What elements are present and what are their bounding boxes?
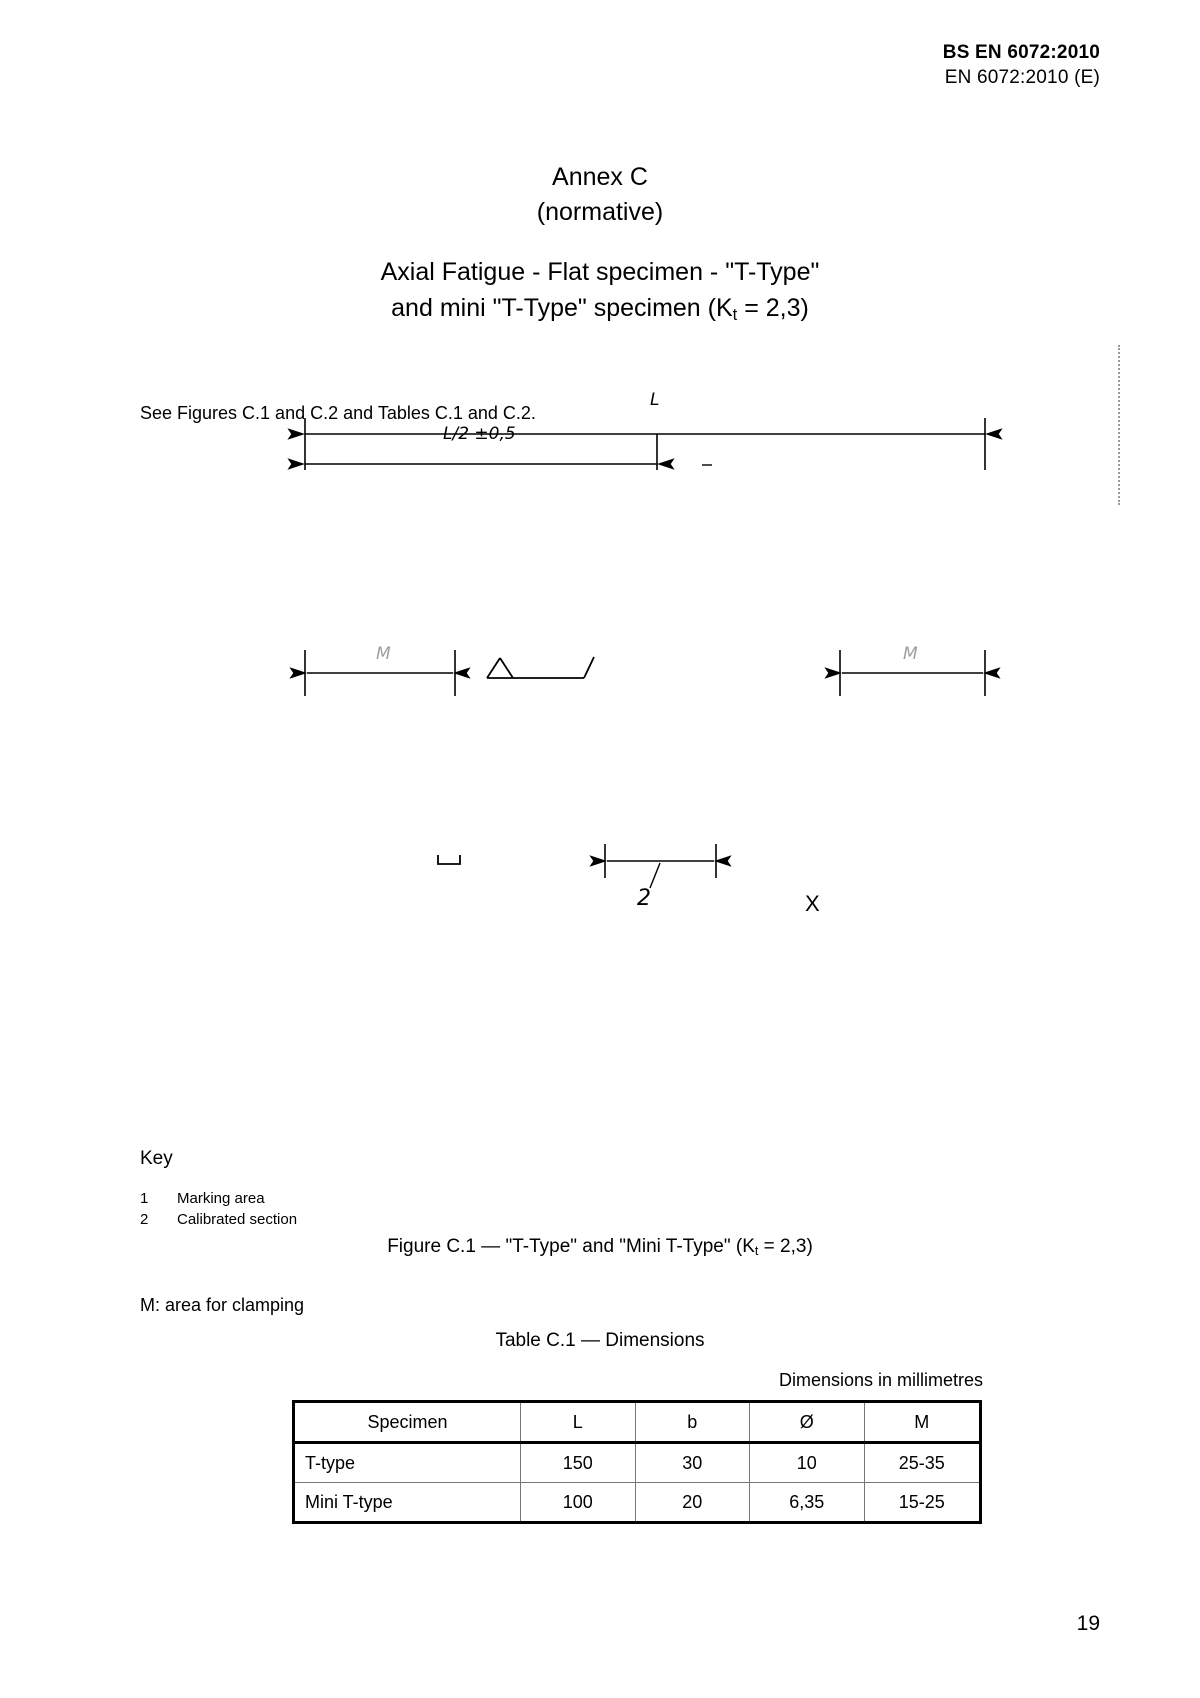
dimensions-unit-note: Dimensions in millimetres (778, 1370, 983, 1390)
annex-label: Annex C (552, 163, 648, 191)
key-item-1-label: Marking area (177, 1190, 265, 1207)
dimension-label-left-clamping: M (376, 644, 391, 664)
key-item-2-label: Calibrated section (177, 1211, 298, 1229)
surface-finish-symbol (487, 657, 594, 678)
cell-width-mini-t-type: 20 (635, 1483, 749, 1523)
cell-length-mini-t-type: 100 (521, 1483, 636, 1523)
cell-specimen-mini-t-type: Mini T-type (294, 1483, 521, 1523)
dimensions-table-container (292, 1400, 982, 1524)
cell-clamping-mini-t-type: 15-25 (864, 1483, 981, 1523)
dimension-label-total-length: L (650, 390, 660, 410)
column-header-clamping: M (864, 1402, 981, 1443)
key-list (140, 1188, 297, 1231)
callout-label-calibrated-section: 2 (637, 886, 651, 911)
annex-subtitle-line2 (0, 291, 1200, 328)
table-row (294, 1483, 981, 1523)
figure-caption (0, 1236, 1200, 1258)
cell-specimen-t-type: T-type (294, 1443, 521, 1483)
clamping-area-note: M: area for clamping (140, 1295, 305, 1315)
document-header (943, 40, 1100, 90)
dimension-label-half-length: L/2 ±0,5 (443, 424, 516, 444)
column-header-width: b (635, 1402, 749, 1443)
dimensions-table (292, 1400, 982, 1524)
standard-number-bs: BS EN 6072:2010 (942, 42, 1100, 63)
figure-caption-pre: Figure C.1 — "T-Type" and "Mini T-Type" (K (387, 1236, 755, 1257)
figure-caption-kt-subscript: t (754, 1244, 759, 1259)
dimension-overall-length (305, 418, 985, 470)
cell-diameter-mini-t-type: 6,35 (749, 1483, 864, 1523)
column-header-length: L (521, 1402, 636, 1443)
figure-caption-post: = 2,3) (758, 1236, 813, 1257)
detail-view-marker-x: X (805, 891, 820, 916)
table-caption: Table C.1 — Dimensions (495, 1330, 705, 1351)
column-header-specimen: Specimen (294, 1402, 521, 1443)
annex-title-block (0, 160, 1200, 229)
see-figures-text: See Figures C.1 and C.2 and Tables C.1 and C.2. (140, 403, 536, 423)
marking-area-bracket (438, 855, 460, 864)
specimen-drawing-svg (0, 418, 1200, 1118)
kt-subscript: t (732, 305, 738, 324)
cell-diameter-t-type: 10 (749, 1443, 864, 1483)
cell-length-t-type: 150 (521, 1443, 636, 1483)
table-row (294, 1443, 981, 1483)
key-item-1 (140, 1188, 297, 1209)
key-item-1-number: 1 (140, 1190, 149, 1207)
key-heading: Key (140, 1148, 173, 1169)
cell-clamping-t-type: 25-35 (864, 1443, 981, 1483)
key-item-2-number: 2 (140, 1211, 149, 1229)
annex-subtitle-line1: Axial Fatigue - Flat specimen - "T-Type" (380, 258, 820, 286)
dimension-label-right-clamping: M (903, 644, 918, 664)
key-item-2 (140, 1209, 297, 1230)
cell-width-t-type: 30 (635, 1443, 749, 1483)
page-number: 19 (1076, 1612, 1100, 1635)
table-header-row (294, 1402, 981, 1443)
annex-subtitle-line2-post: = 2,3) (737, 293, 809, 322)
annex-subtitle-block (0, 255, 1200, 327)
annex-normative-label: (normative) (536, 197, 664, 226)
column-header-diameter: Ø (749, 1402, 864, 1443)
annex-subtitle-line2-pre: and mini "T-Type" specimen (K (391, 293, 733, 322)
dimension-calibrated-section (605, 844, 716, 888)
standard-number-en: EN 6072:2010 (E) (944, 67, 1100, 89)
